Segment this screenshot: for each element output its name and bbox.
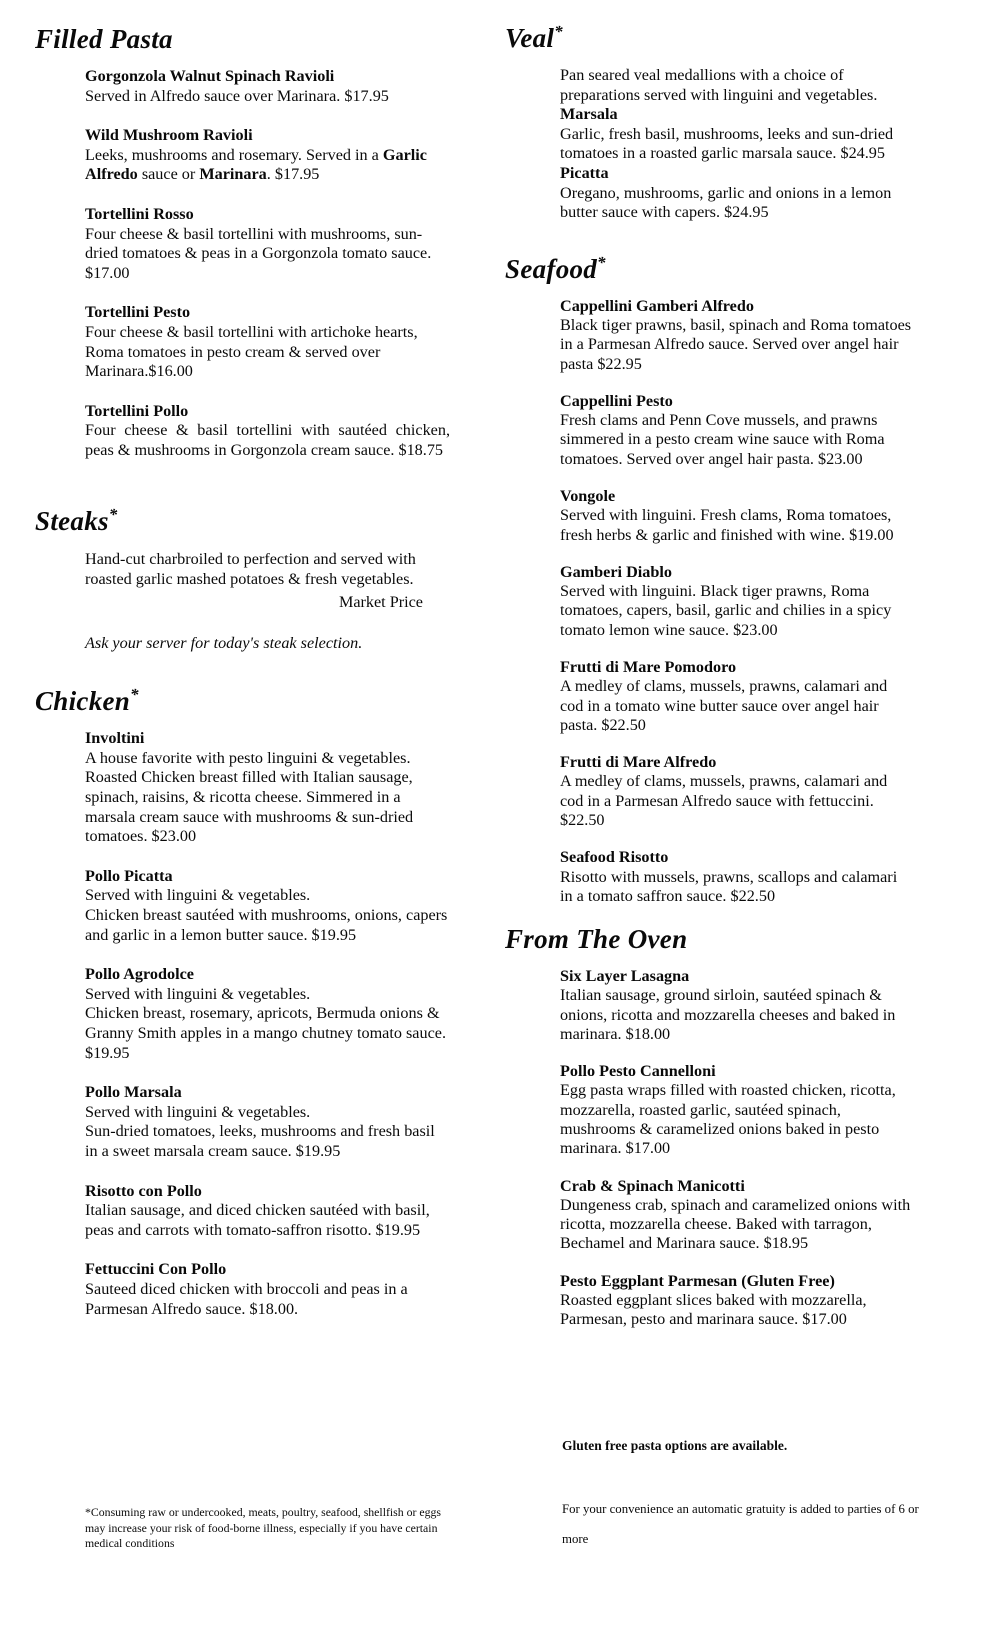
menu-item: [85, 1083, 450, 1161]
menu-item: [560, 563, 912, 640]
menu-item: [560, 967, 912, 1044]
menu-item-desc-line1: Served with linguini & vegetables.: [85, 984, 311, 1003]
menu-item: [560, 658, 912, 735]
from-the-oven-heading: [505, 924, 975, 955]
left-column: [35, 22, 477, 1348]
section-from-the-oven: [505, 924, 975, 1330]
menu-item-description: [560, 868, 912, 907]
menu-item-desc-line1: Served with linguini & vegetables.: [85, 1102, 311, 1121]
steaks-intro-text: Hand-cut charbroiled to perfection and served with roasted garlic mashed potatoes & fresh vegetables.: [85, 549, 416, 588]
veal-variant-desc: Garlic, fresh basil, mushrooms, leeks and sun-dried tomatoes in a roasted garlic marsala sauce.: [560, 124, 894, 163]
menu-item: [560, 487, 912, 545]
menu-item-desc-text: Sauteed diced chicken with broccoli and peas in a Parmesan Alfredo sauce.: [85, 1279, 408, 1318]
menu-item-desc-text: Fresh clams and Penn Cove mussels, and prawns simmered in a pesto cream wine sauce with Roma tomatoes. Served over angel hair pasta.: [560, 411, 885, 468]
steaks-title: Steaks: [35, 505, 109, 536]
menu-item-name: Gamberi Diablo: [560, 562, 672, 581]
menu-item-name: Seafood Risotto: [560, 848, 669, 867]
menu-item-desc-text: Served in Alfredo sauce over Marinara.: [85, 86, 341, 105]
section-seafood: [505, 253, 975, 906]
steaks-market-price: Market Price: [338, 593, 423, 611]
menu-item-name: Wild Mushroom Ravioli: [85, 126, 253, 145]
menu-item-name: Tortellini Pollo: [85, 401, 189, 420]
menu-item-name: Tortellini Rosso: [85, 204, 194, 223]
asterisk-icon: *: [108, 504, 118, 524]
menu-item-price: $17.00: [85, 263, 130, 282]
menu-item-desc-bold-text: Garlic Alfredo: [85, 145, 427, 184]
veal-variant-name: Marsala: [560, 105, 618, 124]
menu-item-name: Risotto con Pollo: [85, 1181, 202, 1200]
menu-item-desc-line2: Chicken breast, rosemary, apricots, Bermuda onions & Granny Smith apples in a mango chutney tomato sauce.: [85, 1004, 446, 1042]
section-veal: [505, 22, 975, 223]
menu-item: [85, 867, 450, 945]
veal-variant-name: Picatta: [560, 163, 609, 182]
menu-item-desc-bold-text: Marinara: [199, 165, 267, 184]
menu-item: [85, 67, 450, 106]
menu-item: [560, 297, 912, 374]
menu-item-description: [85, 1103, 450, 1162]
menu-item-description: [85, 323, 450, 382]
menu-item-price: $19.95: [295, 1141, 341, 1160]
menu-item-description: [560, 772, 912, 830]
menu-item-price: $23.00: [818, 449, 863, 468]
consumption-warning-footnote: *Consuming raw or undercooked, meats, poultry, seafood, shellfish or eggs may increase your risk of food-borne illness, especially if you have certain medical conditions: [85, 1505, 442, 1551]
from-the-oven-title: From The Oven: [505, 924, 688, 955]
menu-item-description: [85, 886, 450, 945]
menu-item: [85, 965, 450, 1063]
menu-item-desc-text: A medley of clams, mussels, prawns, calamari and cod in a Parmesan Alfredo sauce with fettuccini.: [560, 772, 888, 810]
menu-item-name: Pollo Marsala: [85, 1083, 182, 1102]
menu-item-name: Pollo Agrodolce: [85, 965, 194, 984]
menu-item-desc-text: Four cheese & basil tortellini with sautéed chicken, peas & mushrooms in Gorgonzola cream sauce.: [85, 421, 450, 459]
menu-item-description: [85, 749, 450, 847]
menu-item-name: Cappellini Gamberi Alfredo: [560, 296, 754, 315]
menu-item-description: [560, 582, 912, 640]
menu-item-description: [85, 421, 450, 460]
menu-item: [85, 1260, 450, 1319]
menu-item-name: Pollo Pesto Cannelloni: [560, 1062, 716, 1081]
menu-item: [560, 1272, 912, 1330]
menu-item-description: [560, 1081, 912, 1158]
menu-item-price: $17.00: [802, 1310, 847, 1329]
menu-item: [560, 1177, 912, 1254]
menu-item-desc-line2: Sun-dried tomatoes, leeks, mushrooms and fresh basil in a sweet marsala cream sauce.: [85, 1122, 435, 1160]
filled-pasta-heading: [35, 24, 477, 55]
menu-item-desc-text: Dungeness crab, spinach and caramelized onions with ricotta, mozzarella cheese. Baked with tarragon, Bechamel and Marinara sauce.: [560, 1195, 911, 1253]
menu-item-price: $22.95: [597, 354, 642, 373]
menu-item-price: $23.00: [733, 620, 778, 639]
veal-description: [560, 66, 912, 223]
menu-item-desc-text: sauce or: [137, 165, 200, 184]
menu-item-price: $19.95: [311, 925, 357, 944]
menu-item: [560, 753, 912, 830]
menu-item-desc-text: .: [266, 165, 271, 184]
menu-item: [85, 303, 450, 381]
menu-item: [85, 1182, 450, 1241]
menu-item: [85, 402, 450, 461]
menu-item-desc-text: Italian sausage, ground sirloin, sautéed spinach & onions, ricotta and mozzarella cheeses and baked in marinara.: [560, 986, 896, 1043]
asterisk-icon: *: [554, 22, 563, 41]
menu-item-description: [560, 1196, 912, 1254]
menu-item-desc-line1: Served with linguini & vegetables.: [85, 886, 311, 905]
section-filled-pasta: [35, 24, 477, 461]
menu-item-desc-text: Italian sausage, and diced chicken sautéed with basil, peas and carrots with tomato-saffron risotto.: [85, 1201, 430, 1239]
menu-item-name: Cappellini Pesto: [560, 391, 673, 410]
veal-heading: [505, 22, 975, 54]
menu-item-name: Fettuccini Con Pollo: [85, 1260, 227, 1279]
menu-item-desc-text: Served with linguini. Black tiger prawns, Roma tomatoes, capers, basil, garlic and chilies in a spicy tomato lemon wine sauce.: [560, 582, 892, 639]
menu-item-desc-text: Egg pasta wraps filled with roasted chicken, ricotta, mozzarella, roasted garlic, sautéed spinach, mushrooms & caramelized onions baked in pesto marinara.: [560, 1081, 896, 1158]
menu-item-description: [85, 146, 450, 185]
menu-item-price: $17.95: [344, 86, 389, 105]
menu-item-description: [560, 411, 912, 469]
section-chicken: [35, 685, 477, 1319]
menu-item-price: $23.00: [151, 827, 197, 846]
menu-item: [85, 205, 450, 283]
menu-item-price: $18.00: [625, 1024, 671, 1043]
menu-item-name: Tortellini Pesto: [85, 303, 191, 322]
chicken-heading: [35, 685, 477, 717]
menu-item-price: $19.00: [849, 525, 894, 544]
asterisk-icon: *: [130, 685, 139, 705]
menu-item-desc-text: A medley of clams, mussels, prawns, calamari and cod in a tomato wine butter sauce over angel hair pasta.: [560, 677, 888, 734]
veal-intro-text: Pan seared veal medallions with a choice of preparations served with linguini and vegetables.: [560, 66, 878, 104]
veal-variant-price: $24.95: [840, 144, 885, 163]
menu-item: [85, 729, 450, 847]
menu-item-name: Vongole: [560, 487, 616, 505]
menu-item-price: $16.00: [148, 362, 193, 381]
menu-item-desc-text: Leeks, mushrooms and rosemary. Served in a: [85, 145, 383, 164]
menu-item-name: Pesto Eggplant Parmesan (Gluten Free): [560, 1271, 835, 1290]
veal-variant-price: $24.95: [724, 203, 769, 222]
menu-item-description: [560, 316, 912, 374]
section-steaks: [35, 505, 477, 654]
asterisk-icon: *: [597, 252, 606, 272]
menu-item-price: $18.75: [398, 440, 443, 459]
menu-item-price: $17.95: [274, 165, 320, 184]
menu-item-description: [560, 986, 912, 1044]
menu-item-desc-text: A house favorite with pesto linguini & vegetables. Roasted Chicken breast filled with Italian sausage, spinach, raisins, & ricotta cheese. Simmered in a marsala cream sauce with mushrooms & sun-dried tomatoes.: [85, 748, 414, 846]
menu-item-name: Six Layer Lasagna: [560, 967, 690, 986]
menu-item: [85, 126, 450, 185]
veal-variant-desc: Oregano, mushrooms, garlic and onions in a lemon butter sauce with capers.: [560, 183, 892, 222]
menu-item-description: [560, 677, 912, 735]
menu-item-desc-text: Roasted eggplant slices baked with mozzarella, Parmesan, pesto and marinara sauce.: [560, 1291, 867, 1329]
menu-item-desc-text: Four cheese & basil tortellini with artichoke hearts, Roma tomatoes in pesto cream & served over Marinara.: [85, 322, 418, 381]
menu-item-description: [85, 87, 450, 107]
menu-item-name: Frutti di Mare Pomodoro: [560, 657, 737, 676]
gratuity-note: For your convenience an automatic gratuity is added to parties of 6 or more: [562, 1502, 919, 1547]
veal-title: Veal: [505, 23, 555, 53]
chicken-title: Chicken: [35, 686, 131, 717]
menu-item-price: $22.50: [601, 715, 646, 734]
menu-item-price: $18.00.: [249, 1299, 299, 1318]
seafood-title: Seafood: [505, 253, 598, 284]
menu-item-price: $18.95: [763, 1234, 809, 1253]
menu-item-price: $22.50: [730, 886, 776, 905]
menu-item-name: Gorgonzola Walnut Spinach Ravioli: [85, 67, 335, 85]
menu-item-price: $22.50: [560, 810, 605, 829]
menu-item-name: Involtini: [85, 729, 145, 748]
menu-item-desc-text: Served with linguini. Fresh clams, Roma tomatoes, fresh herbs & garlic and finished with wine.: [560, 506, 892, 544]
menu-item-description: [560, 1291, 912, 1330]
menu-item-description: [85, 225, 450, 284]
menu-item-description: [85, 1201, 450, 1240]
menu-item: [560, 392, 912, 469]
steaks-server-note: Ask your server for today's steak selection.: [85, 634, 363, 653]
menu-item-price: $17.00: [625, 1139, 671, 1158]
menu-item-name: Pollo Picatta: [85, 866, 173, 885]
menu-item-name: Crab & Spinach Manicotti: [560, 1176, 745, 1195]
menu-item-price: $19.95: [85, 1043, 130, 1062]
menu-item-desc-text: Black tiger prawns, basil, spinach and Roma tomatoes in a Parmesan Alfredo sauce. Served over angel hair pasta: [560, 316, 912, 373]
menu-item-description: [85, 985, 450, 1063]
menu-item-description: [85, 1280, 450, 1319]
menu-item-desc-line2: Chicken breast sautéed with mushrooms, onions, capers and garlic in a lemon butter sauce.: [85, 906, 448, 944]
menu-item-description: [560, 506, 912, 545]
filled-pasta-title: Filled Pasta: [35, 24, 173, 54]
steaks-heading: [35, 505, 477, 537]
menu-item: [560, 848, 912, 906]
seafood-heading: [505, 253, 975, 285]
menu-item-price: $19.95: [375, 1220, 421, 1239]
steaks-description: [85, 549, 423, 613]
right-column: [505, 22, 975, 1348]
menu-item: [560, 1062, 912, 1158]
menu-item-name: Frutti di Mare Alfredo: [560, 753, 717, 772]
menu-item-desc-text: Four cheese & basil tortellini with mushrooms, sun-dried tomatoes & peas in a Gorgonzola tomato sauce.: [85, 224, 432, 263]
menu-item-desc-text: Risotto with mussels, prawns, scallops and calamari in a tomato saffron sauce.: [560, 867, 898, 905]
gluten-free-note: Gluten free pasta options are available.: [562, 1438, 788, 1453]
